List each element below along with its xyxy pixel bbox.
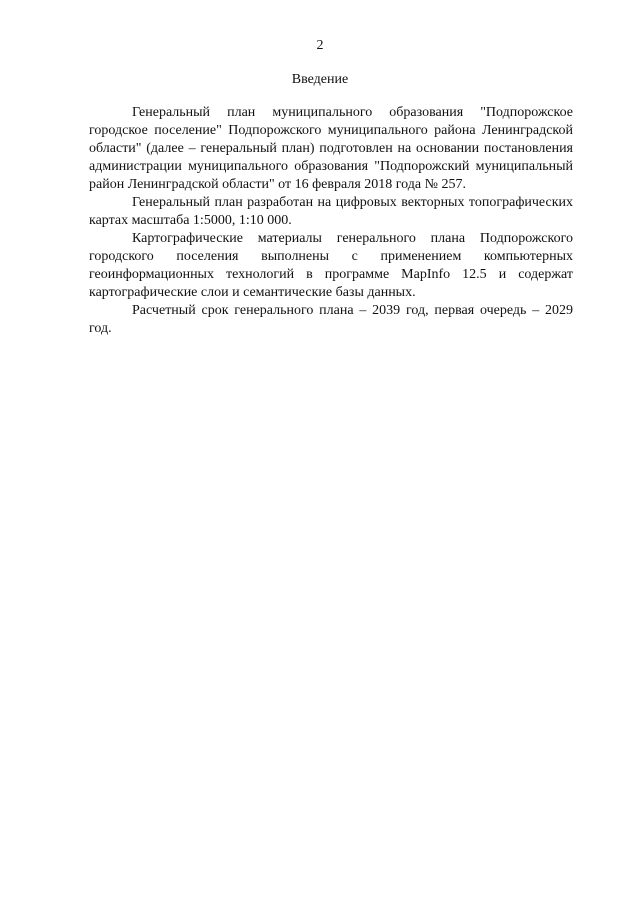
body-text (89, 104, 573, 338)
paragraph-general-plan-basis: Генеральный план муниципального образования "Подпорожское городское поселение" Подпорожского муниципального района Ленинградской области" (далее – генеральный план) подготовлен на основании постановления администрации муниципального образования "Подпорожский муниципальный район Ленинградской области" от 16 февраля 2018 года № 257. (89, 105, 573, 192)
paragraph-cartographic-materials: Картографические материалы генерального плана Подпорожского городского поселения выполнены с применением компьютерных геоинформационных технологий в программе MapInfo 12.5 и содержат картографические слои и семантические базы данных. (89, 231, 573, 300)
section-heading: Введение (291, 72, 349, 87)
paragraph-planning-period: Расчетный срок генерального плана – 2039 год, первая очередь – 2029 год. (89, 303, 573, 336)
paragraph-map-scale: Генеральный план разработан на цифровых векторных топографических картах масштаба 1:5000, 1:10 000. (89, 195, 573, 228)
page-number: 2 (316, 38, 324, 53)
